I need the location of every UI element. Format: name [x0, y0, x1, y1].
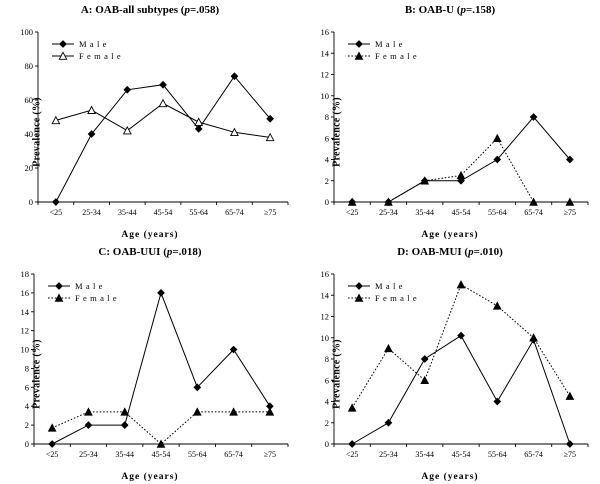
- panel-c-title-tail: =.018): [172, 246, 202, 258]
- svg-text:F e m a l e: F e m a l e: [375, 51, 418, 61]
- svg-text:45-54: 45-54: [451, 450, 471, 459]
- panel-b-title: [300, 4, 600, 16]
- svg-text:10: 10: [320, 332, 329, 343]
- svg-text:35-44: 35-44: [415, 208, 435, 217]
- panel-c-title-pvalue-symbol: p: [166, 246, 173, 258]
- panel-d: [300, 242, 600, 484]
- panel-d-title-pvalue-symbol: p: [468, 246, 474, 258]
- panel-a-plot: [0, 22, 300, 242]
- panel-a-chart-svg: [0, 22, 300, 242]
- svg-text:≥75: ≥75: [263, 450, 277, 459]
- svg-text:8: 8: [24, 363, 29, 374]
- panel-d-label: D:: [397, 246, 409, 258]
- panel-a-label: A:: [80, 4, 93, 16]
- svg-text:4: 4: [324, 154, 329, 165]
- svg-text:M a l e: M a l e: [375, 39, 404, 49]
- svg-text:25-34: 25-34: [82, 208, 101, 217]
- svg-text:35-44: 35-44: [117, 208, 137, 217]
- panel-b-x-axis-label: Age (years): [421, 230, 479, 240]
- svg-text:F e m a l e: F e m a l e: [75, 293, 118, 303]
- svg-text:≥75: ≥75: [563, 208, 577, 217]
- svg-text:0: 0: [324, 439, 329, 449]
- svg-text:M a l e: M a l e: [375, 281, 404, 291]
- svg-text:16: 16: [320, 27, 329, 37]
- svg-text:35-44: 35-44: [115, 450, 135, 459]
- svg-text:12: 12: [20, 325, 29, 336]
- svg-text:14: 14: [20, 306, 29, 317]
- panel-b-title-main: OAB-U (: [418, 4, 461, 16]
- panel-c-chart-svg: [0, 264, 300, 484]
- svg-text:F e m a l e: F e m a l e: [79, 51, 122, 61]
- svg-text:12: 12: [320, 69, 329, 80]
- panel-a-x-axis-label: Age (years): [121, 230, 179, 240]
- panel-c: [0, 242, 300, 484]
- svg-text:4: 4: [24, 401, 29, 412]
- svg-text:8: 8: [324, 112, 329, 122]
- svg-text:60: 60: [24, 95, 33, 105]
- svg-text:35-44: 35-44: [415, 450, 435, 459]
- panel-a-title-main: OAB-all subtypes (: [95, 4, 185, 16]
- panel-d-plot: [300, 264, 600, 484]
- svg-text:0: 0: [24, 439, 29, 449]
- svg-text:55-64: 55-64: [487, 450, 507, 459]
- svg-text:45-54: 45-54: [451, 208, 471, 217]
- svg-text:25-34: 25-34: [379, 208, 398, 217]
- svg-text:<25: <25: [45, 450, 59, 459]
- svg-text:≥75: ≥75: [563, 450, 577, 459]
- svg-text:6: 6: [324, 375, 329, 386]
- svg-text:<25: <25: [345, 208, 359, 217]
- panel-a-y-axis-label: Prevalence (%): [31, 97, 43, 167]
- panel-b-title-tail: =.158): [465, 4, 496, 16]
- svg-text:8: 8: [324, 354, 329, 364]
- svg-text:65-74: 65-74: [225, 208, 244, 217]
- panel-c-plot: [0, 264, 300, 484]
- svg-text:65-74: 65-74: [524, 450, 543, 459]
- svg-text:40: 40: [24, 129, 33, 139]
- panel-b-y-axis-label: Prevalence (%): [331, 97, 343, 167]
- svg-text:<25: <25: [49, 208, 63, 217]
- svg-text:0: 0: [28, 197, 33, 207]
- panel-c-title-main: OAB-UUI (: [112, 246, 167, 258]
- panel-b-plot: [300, 22, 600, 242]
- svg-text:65-74: 65-74: [524, 208, 543, 217]
- svg-text:2: 2: [324, 417, 329, 428]
- svg-text:25-34: 25-34: [79, 450, 98, 459]
- svg-text:M a l e: M a l e: [79, 39, 108, 49]
- svg-text:55-64: 55-64: [187, 450, 207, 459]
- svg-text:0: 0: [324, 197, 329, 207]
- svg-text:80: 80: [24, 61, 33, 71]
- svg-text:65-74: 65-74: [224, 450, 243, 459]
- panel-b-label: B:: [404, 4, 416, 16]
- svg-text:M a l e: M a l e: [75, 281, 104, 291]
- panel-c-title: [0, 246, 300, 258]
- svg-text:16: 16: [20, 287, 29, 298]
- panel-a-title: [0, 4, 300, 16]
- svg-text:2: 2: [324, 175, 329, 186]
- panel-a-title-pvalue-symbol: p: [184, 4, 190, 16]
- svg-text:55-64: 55-64: [189, 208, 209, 217]
- svg-text:18: 18: [20, 269, 29, 279]
- svg-text:100: 100: [20, 27, 33, 37]
- panel-c-x-axis-label: Age (years): [121, 472, 179, 482]
- panel-c-label: C:: [98, 246, 111, 258]
- svg-text:10: 10: [20, 344, 29, 355]
- svg-text:<25: <25: [345, 450, 359, 459]
- panel-c-y-axis-label: Prevalence (%): [31, 339, 43, 409]
- svg-text:≥75: ≥75: [263, 208, 277, 217]
- panel-b-chart-svg: [300, 22, 600, 242]
- svg-text:14: 14: [320, 48, 329, 59]
- panel-d-title-tail: =.010): [473, 246, 503, 258]
- svg-text:55-64: 55-64: [487, 208, 507, 217]
- svg-text:6: 6: [24, 382, 29, 393]
- svg-text:10: 10: [320, 90, 329, 101]
- svg-text:6: 6: [324, 133, 329, 144]
- panel-d-chart-svg: [300, 264, 600, 484]
- panel-d-title: [300, 246, 600, 258]
- panel-d-y-axis-label: Prevalence (%): [331, 339, 343, 409]
- panel-a-title-tail: =.058): [189, 4, 220, 16]
- svg-text:2: 2: [24, 420, 29, 431]
- panel-b-title-pvalue-symbol: p: [460, 4, 466, 16]
- svg-text:12: 12: [320, 311, 329, 322]
- svg-text:25-34: 25-34: [379, 450, 398, 459]
- svg-text:45-54: 45-54: [153, 208, 173, 217]
- panel-d-x-axis-label: Age (years): [421, 472, 479, 482]
- panel-d-title-main: OAB-MUI (: [411, 246, 469, 258]
- svg-text:16: 16: [320, 269, 329, 279]
- svg-text:F e m a l e: F e m a l e: [375, 293, 418, 303]
- panel-b: [300, 0, 600, 242]
- panel-a: [0, 0, 300, 242]
- svg-text:14: 14: [320, 290, 329, 301]
- svg-text:4: 4: [324, 396, 329, 407]
- svg-text:20: 20: [24, 163, 33, 173]
- svg-text:45-54: 45-54: [151, 450, 171, 459]
